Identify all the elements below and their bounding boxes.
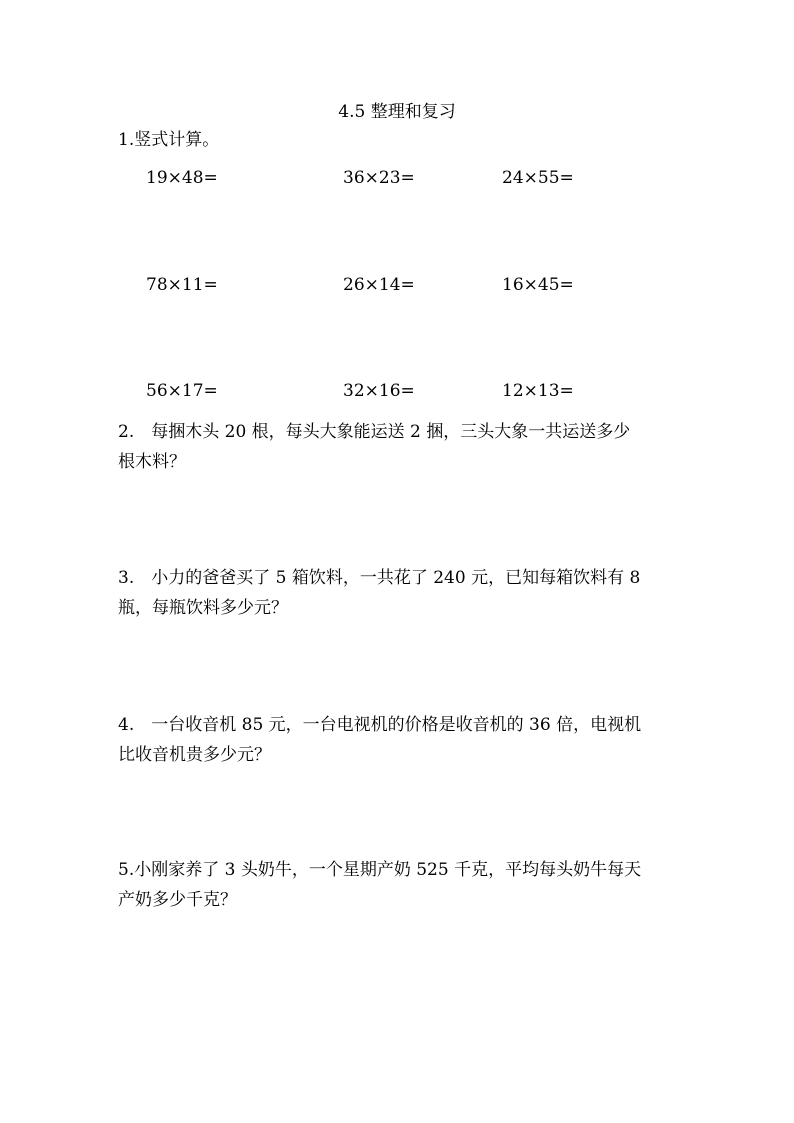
q4-line2: 比收音机贵多少元？ [118, 745, 271, 765]
problem-3-3: 12×13= [502, 381, 574, 401]
q1-heading: 1.竖式计算。 [118, 130, 220, 150]
problem-2-3: 16×45= [502, 275, 574, 295]
q2-line1: 2. 每捆木头 20 根，每头大象能运送 2 捆，三头大象一共运送多少 [118, 422, 631, 442]
q3-line1: 3. 小力的爸爸买了 5 箱饮料，一共花了 240 元，已知每箱饮料有 8 [118, 568, 641, 588]
q5-line2: 产奶多少千克？ [118, 890, 237, 910]
problem-3-1: 56×17= [146, 381, 218, 401]
problem-1-3: 24×55= [502, 168, 574, 188]
problem-1-1: 19×48= [146, 168, 218, 188]
q3-line2: 瓶，每瓶饮料多少元？ [118, 598, 288, 618]
page-title: 4.5 整理和复习 [338, 102, 456, 122]
problem-1-2: 36×23= [343, 168, 415, 188]
problem-2-1: 78×11= [146, 275, 218, 295]
q4-line1: 4. 一台收音机 85 元，一台电视机的价格是收音机的 36 倍，电视机 [118, 715, 642, 735]
problem-2-2: 26×14= [343, 275, 415, 295]
q5-line1: 5.小刚家养了 3 头奶牛，一个星期产奶 525 千克，平均每头奶牛每天 [118, 860, 642, 880]
problem-3-2: 32×16= [343, 381, 415, 401]
q2-line2: 根木料？ [118, 452, 186, 472]
